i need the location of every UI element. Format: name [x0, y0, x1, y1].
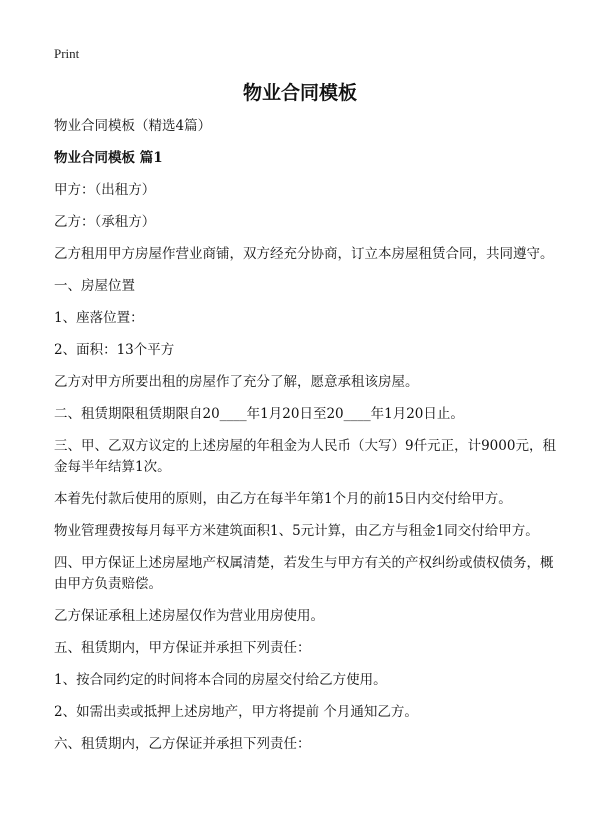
paragraph: 乙方租用甲方房屋作营业商铺，双方经充分协商，订立本房屋租赁合同，共同遵守。: [54, 246, 554, 262]
print-link[interactable]: Print: [54, 46, 80, 61]
paragraph: 五、租赁期内，甲方保证并承担下列责任：: [54, 640, 311, 656]
paragraph: 乙方保证承租上述房屋仅作为营业用房使用。: [54, 608, 324, 624]
paragraph: 本着先付款后使用的原则，由乙方在每半年第1个月的前15日内交付给甲方。: [54, 491, 512, 507]
paragraph: 1、座落位置：: [54, 310, 144, 326]
paragraph: 1、按合同约定的时间将本合同的房屋交付给乙方使用。: [54, 672, 387, 688]
document-title: 物业合同模板: [242, 82, 357, 104]
paragraph: 甲方：（出租方）: [54, 182, 156, 198]
paragraph: 物业管理费按每月每平方米建筑面积1、5元计算，由乙方与租金1同交付给甲方。: [54, 523, 539, 539]
document-body: [54, 116, 566, 766]
paragraph: 2、如需出卖或抵押上述房地产，甲方将提前 个月通知乙方。: [54, 704, 418, 720]
paragraph: 乙方：（承租方）: [54, 214, 156, 230]
paragraph: 六、租赁期内，乙方保证并承担下列责任：: [54, 736, 311, 752]
paragraph: 2、面积：13个平方: [54, 342, 175, 358]
paragraph: 二、租赁期限租赁期限自20____年1月20日至20____年1月20日止。: [54, 406, 464, 422]
paragraph: 一、房屋位置: [54, 278, 135, 294]
paragraph: 物业合同模板（精选4篇）: [54, 118, 212, 134]
section-heading: 物业合同模板 篇1: [54, 150, 163, 166]
paragraph: 乙方对甲方所要出租的房屋作了充分了解，愿意承租该房屋。: [54, 374, 419, 390]
paragraph: 四、甲方保证上述房屋地产权属清楚，若发生与甲方有关的产权纠纷或债权债务，概由甲方负责赔偿。: [54, 555, 554, 592]
paragraph: 三、甲、乙双方议定的上述房屋的年租金为人民币（大写）9仟元正，计9000元，租金每半年结算1次。: [54, 438, 556, 475]
